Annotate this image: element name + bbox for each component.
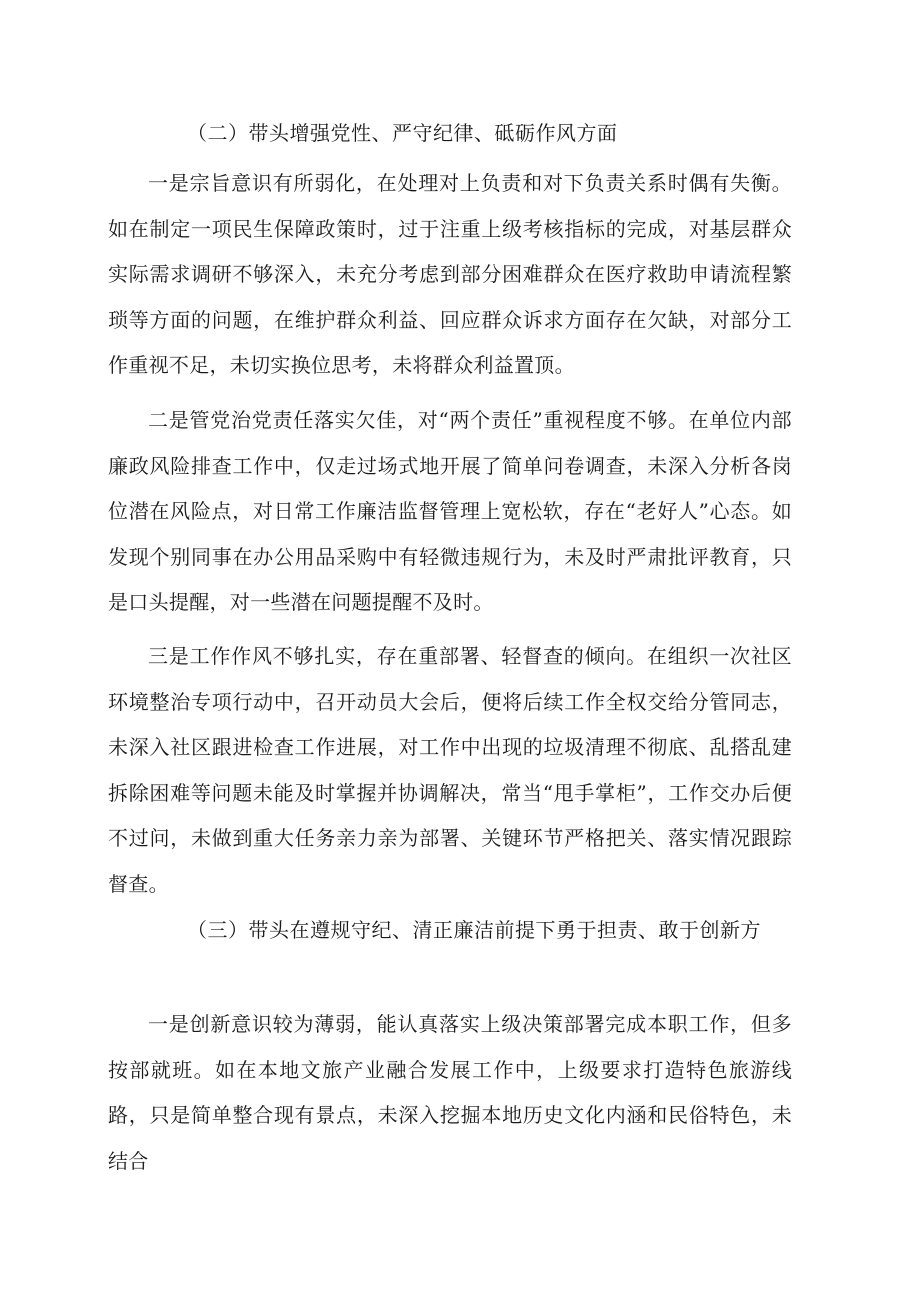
- section-heading-2: （二）带头增强党性、严守纪律、砥砺作风方面: [187, 121, 618, 145]
- paragraph-1: 一是宗旨意识有所弱化，在处理对上负责和对下负责关系时偶有失衡。如在制定一项民生保障政策时，过于注重上级考核指标的完成，对基层群众实际需求调研不够深入，未充分考虑到部分困难群众在医疗救助申请流程繁琐等方面的问题，在维护群众利益、回应群众诉求方面存在欠缺，对部分工作重视不足，未切实换位思考，未将群众利益置顶。: [108, 171, 792, 377]
- paragraph-3: 三是工作作风不够扎实，存在重部署、轻督查的倾向。在组织一次社区环境整治专项行动中，召开动员大会后，便将后续工作全权交给分管同志，未深入社区跟进检查工作进展，对工作中出现的垃圾清理不彻底、乱搭乱建拆除困难等问题未能及时掌握并协调解决，常当“甩手掌柜”，工作交办后便不过问，未做到重大任务亲力亲为部署、关键环节严格把关、落实情况跟踪督查。: [108, 644, 792, 896]
- paragraph-2: 二是管党治党责任落实欠佳，对“两个责任”重视程度不够。在单位内部廉政风险排查工作中，仅走过场式地开展了简单问卷调查，未深入分析各岗位潜在风险点，对日常工作廉洁监督管理上宽松软，存在“老好人”心态。如发现个别同事在办公用品采购中有轻微违规行为，未及时严肃批评教育，只是口头提醒，对一些潜在问题提醒不及时。: [108, 408, 792, 614]
- paragraph-4: 一是创新意识较为薄弱，能认真落实上级决策部署完成本职工作，但多按部就班。如在本地文旅产业融合发展工作中，上级要求打造特色旅游线路，只是简单整合现有景点，未深入挖掘本地历史文化内涵和民俗特色，未结合: [108, 1012, 792, 1173]
- section-heading-3: （三）带头在遵规守纪、清正廉洁前提下勇于担责、敢于创新方: [187, 918, 761, 942]
